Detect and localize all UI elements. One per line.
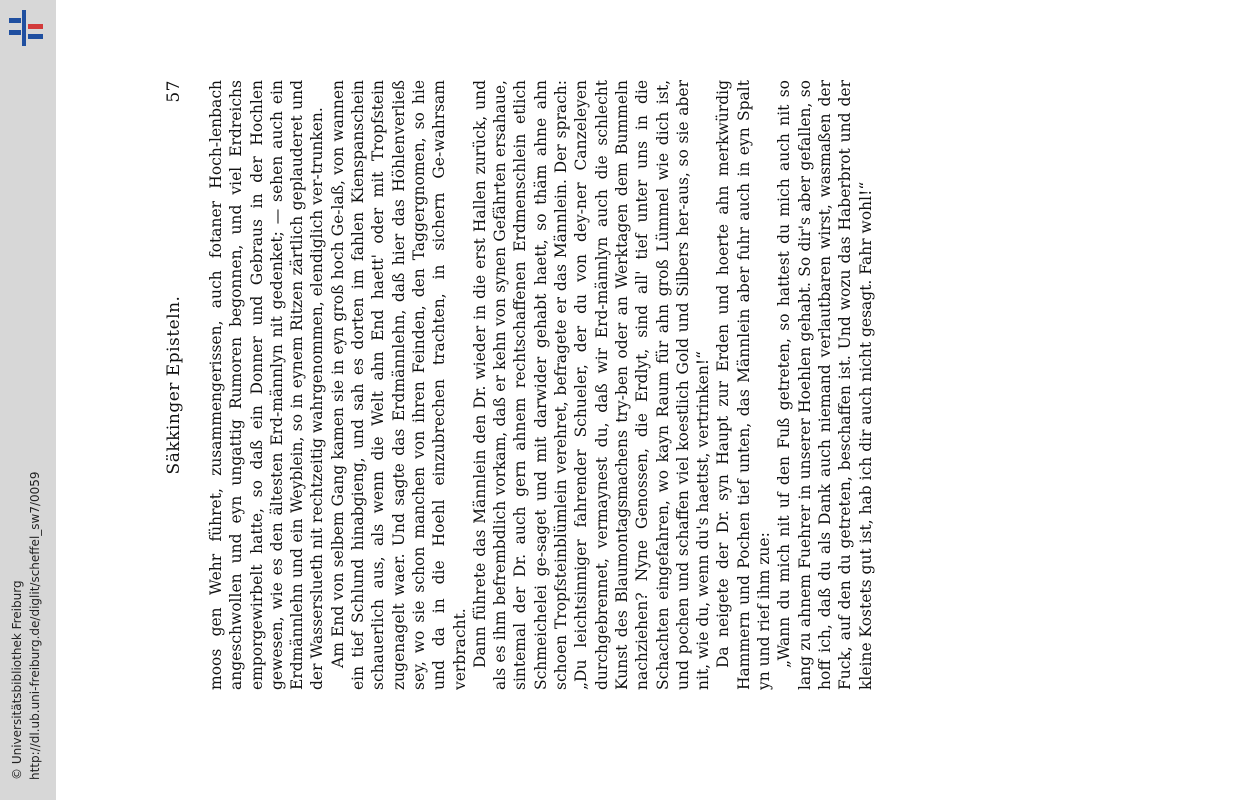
paragraph-5: „Wann du mich nit uf den Fuß getreten, so hattest du mich auch nit so lang zu ahnem Fuehrer in unserer Hoehlen gehabt. So dir's aber gefallen, so hoff ich, daß du als Dank auch niemand verlautbaren wirst, wasmaßen der Fuck, auf den du getreten, beschaffen ist. Und wozu das Haberbrot und der kleine Kostets gut ist, hab ich dir auch nicht gesagt. Fahr wohl!“ [775, 80, 875, 690]
viewer-sidebar [0, 0, 56, 800]
copyright-notice: © Universitätsbibliothek Freiburg [10, 580, 24, 780]
paragraph-1: moos gen Wehr führet, zusammengerissen, auch fotaner Hoch-lenbach angeschwollen und eyn ungattig Rumoren begonnen, und viel Erdreichs emporgewirbelt hatte, so daß ein Donner und Gebraus in der Hochlen gewesen, wie es den ältesten Erd-männlyn nit gedenket; — sehen auch ein Erdmännlehn und ein Weyblein, so in eynem Ritzen zärtlich geplauderet und der Wasserslueth nit rechtzeitig wahrgenommen, elendiglich ver-trunken. [207, 80, 327, 690]
page-rotation-wrapper [150, 60, 1210, 710]
sidebar-vertical-text [0, 0, 56, 800]
page-content [150, 60, 1210, 710]
scanned-page [150, 60, 1210, 710]
paragraph-3: Dann führete das Männlein den Dr. wieder in die erst Hallen zurück, und als es ihm befrembdlich vorkam, daß er kehn von synen Gefährten ersahaue, sintemal der Dr. auch gern ahnem rechtschaffenen Erdmenschlein etlich Schmeichelei ge-saget und mit darwider gehabt haett, so thäm ahne ahn schoen Tropfsteinblümlein verehret, befragete er das Männlein. Der sprach: „Du leichtsinniger fahrender Schueler, der du von dey-ner Canzeleyen durchgebrennet, vermaynest du, daß wir Erd-männlyn auch die schlecht Kunst des Blaumontagsmachens try-ben oder an Werktagen dem Bummeln nachziehen? Nyne Genossen, die Erdlyt, sind all' tief unter uns in die Schachten eingefahren, wo kayn Raum für ahn groß Lümmel wie dich ist, und pochen und schaffen viel koestlich Gold und Silbers her-aus, so sie aber nit, wie du, wenn du's haettst, vertrinken!“ [470, 80, 713, 690]
page-header [164, 80, 188, 690]
source-url-link[interactable]: http://dl.ub.uni-freiburg.de/diglit/scheffel_sw7/0059 [28, 471, 42, 780]
page-body [206, 80, 1200, 690]
paragraph-4: Da neigete der Dr. syn Haupt zur Erden und hoerte ahn merkwürdig Hammern und Pochen tief unten, das Männlein aber fuhr auch in eyn Spalt yn und rief ihm zue: [714, 80, 774, 690]
running-title: Säkkinger Episteln. [164, 295, 184, 475]
page-number: 57 [164, 80, 184, 103]
paragraph-2: Am End von selbem Gang kamen sie in eyn groß hoch Ge-laß, von wannen ein tief Schlund hinabgieng, und sah es dorten im fahlen Kienspanschein schauerlich aus, als wenn die Welt ahn End haett' oder mit Tropfstein zugenagelt waer. Und sagte das Erdmännlehn, daß hier das Höhlenverließ sey, wo sie schon manchen von ihren Feinden, den Taggergnomen, so hie und da in die Hoehl einzubrechen trachten, in sichern Ge-wahrsam verbracht. [328, 80, 469, 690]
